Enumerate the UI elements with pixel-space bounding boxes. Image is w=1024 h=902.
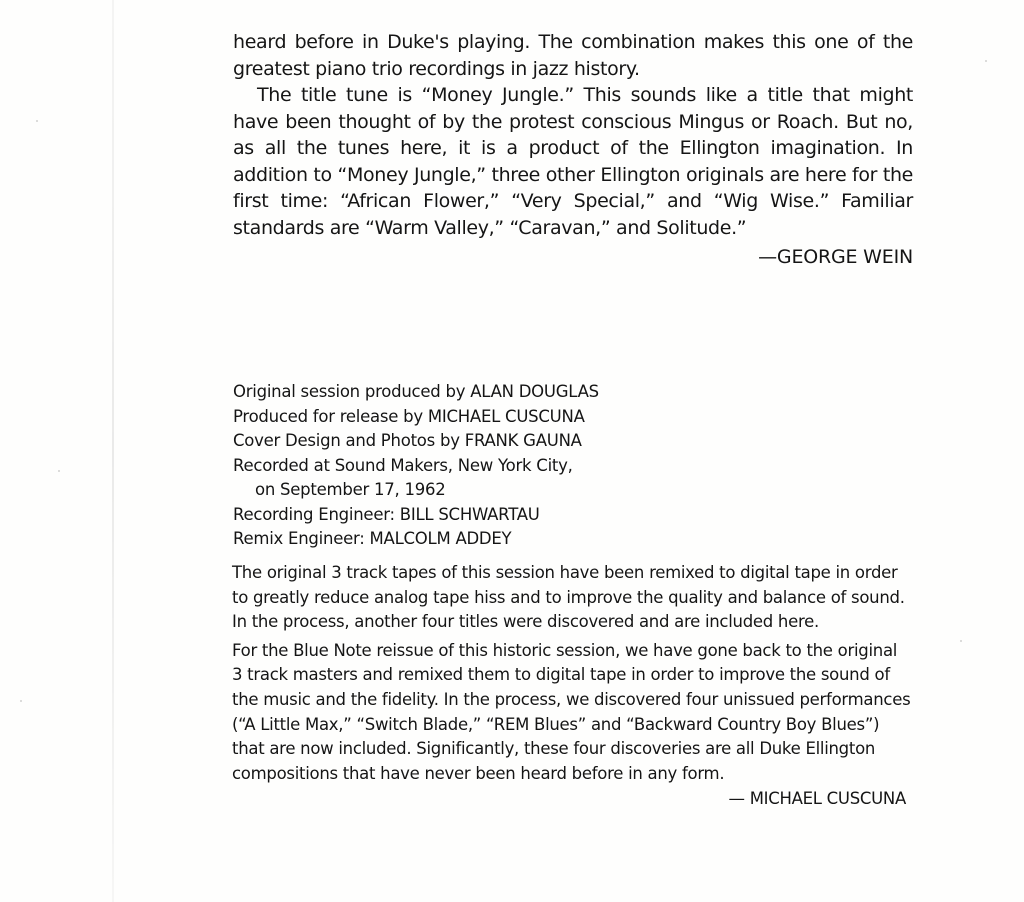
notes-paragraph-1: The original 3 track tapes of this session have been remixed to digital tape in order to greatly reduce analog tape hiss and to improve the quality and balance of sound. In the process, another four titles were discovered and are included here. (232, 563, 905, 632)
article-signature: —GEORGE WEIN (758, 246, 913, 268)
scan-speck (58, 470, 60, 472)
credit-line: Recording Engineer: BILL SCHWARTAU (233, 504, 540, 524)
liner-notes-article (233, 29, 913, 271)
scan-speck (960, 640, 962, 642)
credit-line: Original session produced by ALAN DOUGLAS (233, 382, 599, 401)
page-fold-shadow (112, 0, 114, 902)
scan-speck (985, 60, 987, 62)
credit-line: Remix Engineer: MALCOLM ADDEY (233, 529, 512, 548)
reissue-notes (232, 561, 912, 812)
notes-paragraph-2: For the Blue Note reissue of this historic session, we have gone back to the original 3 track masters and remixed them to digital tape in order to improve the sound of the music and the fidelity. In the process, we discovered four unissued performances (“A Little Max,” “Switch Blade,” “REM Blues” and “Backward Country Boy Blues”) that are now included. Significantly, these four discoveries are all Duke Ellington compositions that have never been heard before in any form. (232, 640, 911, 783)
notes-signature: — MICHAEL CUSCUNA (728, 789, 906, 809)
article-paragraph-1: heard before in Duke's playing. The combination makes this one of the greatest piano trio recordings in jazz history. (233, 31, 913, 80)
credit-line-date: on September 17, 1962 (255, 480, 446, 499)
credit-line: Produced for release by MICHAEL CUSCUNA (233, 406, 585, 426)
credit-line: Recorded at Sound Makers, New York City, (233, 455, 573, 475)
credits-block (233, 380, 893, 552)
article-paragraph-2: The title tune is “Money Jungle.” This sounds like a title that might have been thought of by the protest conscious Mingus or Roach. But no, as all the tunes here, it is a product of the Ellington imagination. In addition to “Money Jungle,” three other Ellington originals are here for the first time: “African Flower,” “Very Special,” and “Wig Wise.” Familiar standards are “Warm Valley,” “Caravan,” and Solitude.” (233, 84, 913, 239)
credit-line: Cover Design and Photos by FRANK GAUNA (233, 431, 582, 450)
scan-speck (20, 700, 22, 702)
scan-speck (36, 120, 38, 122)
